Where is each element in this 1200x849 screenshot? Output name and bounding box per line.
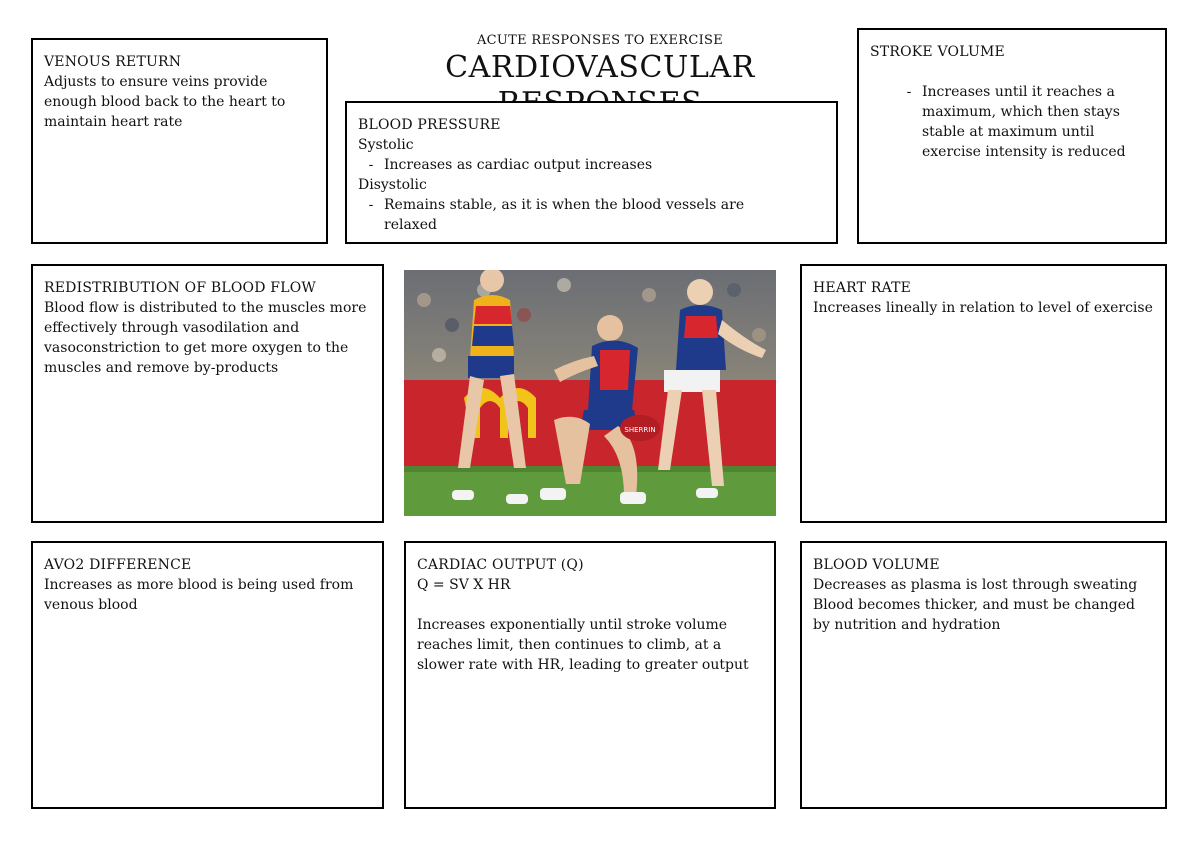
- blood-pressure-title: BLOOD PRESSURE: [358, 117, 501, 133]
- stroke-volume-point: Increases until it reaches a maximum, which then stays stable at maximum until exercise intensity is reduced: [922, 84, 1126, 160]
- systolic-label: Systolic: [358, 137, 414, 153]
- heart-rate-box: [800, 264, 1167, 523]
- redistribution-title: REDISTRIBUTION OF BLOOD FLOW: [44, 280, 316, 296]
- venous-return-title: VENOUS RETURN: [44, 54, 182, 70]
- avo2-difference-title: AVO2 DIFFERENCE: [44, 557, 192, 573]
- ball-label: SHERRIN: [624, 426, 656, 434]
- blood-pressure-box: [345, 101, 838, 244]
- football-scene: [404, 270, 776, 516]
- systolic-bullet: [358, 155, 824, 175]
- bullet-dash: -: [368, 197, 374, 213]
- heart-rate-text: Increases lineally in relation to level of exercise: [813, 300, 1153, 316]
- redistribution-box: [31, 264, 384, 523]
- bullet-dash: -: [906, 84, 912, 100]
- venous-return-box: [31, 38, 328, 244]
- football-photo: [404, 270, 776, 516]
- blood-volume-box: [800, 541, 1167, 809]
- blood-volume-title: BLOOD VOLUME: [813, 557, 940, 573]
- blood-volume-line-1: Decreases as plasma is lost through sweating: [813, 577, 1138, 593]
- stroke-volume-box: [857, 28, 1167, 244]
- cardiac-output-box: [404, 541, 776, 809]
- stroke-volume-bullet: [870, 82, 1153, 162]
- systolic-point: Increases as cardiac output increases: [384, 157, 653, 173]
- stroke-volume-title: STROKE VOLUME: [870, 44, 1005, 60]
- diastolic-bullet: [358, 195, 824, 235]
- heart-rate-title: HEART RATE: [813, 280, 912, 296]
- page-title: CARDIOVASCULAR: [445, 50, 755, 85]
- diastolic-label: Disystolic: [358, 177, 427, 193]
- cardiac-output-title: CARDIAC OUTPUT (Q): [417, 557, 584, 573]
- avo2-difference-box: [31, 541, 384, 809]
- header-kicker: ACUTE RESPONSES TO EXERCISE: [476, 33, 724, 48]
- cardiac-output-text: Increases exponentially until stroke volume reaches limit, then continues to climb, at a slower rate with HR, leading to greater output: [417, 617, 749, 673]
- cardiac-output-formula: Q = SV X HR: [417, 577, 511, 593]
- redistribution-text: Blood flow is distributed to the muscles more effectively through vasodilation and vasoconstriction to get more oxygen to the muscles and remove by-products: [44, 300, 367, 376]
- blood-volume-line-2: Blood becomes thicker, and must be changed by nutrition and hydration: [813, 597, 1135, 633]
- diastolic-point: Remains stable, as it is when the blood vessels are relaxed: [384, 197, 745, 233]
- venous-return-text: Adjusts to ensure veins provide enough blood back to the heart to maintain heart rate: [44, 74, 286, 130]
- bullet-dash: -: [368, 157, 374, 173]
- avo2-difference-text: Increases as more blood is being used from venous blood: [44, 577, 354, 613]
